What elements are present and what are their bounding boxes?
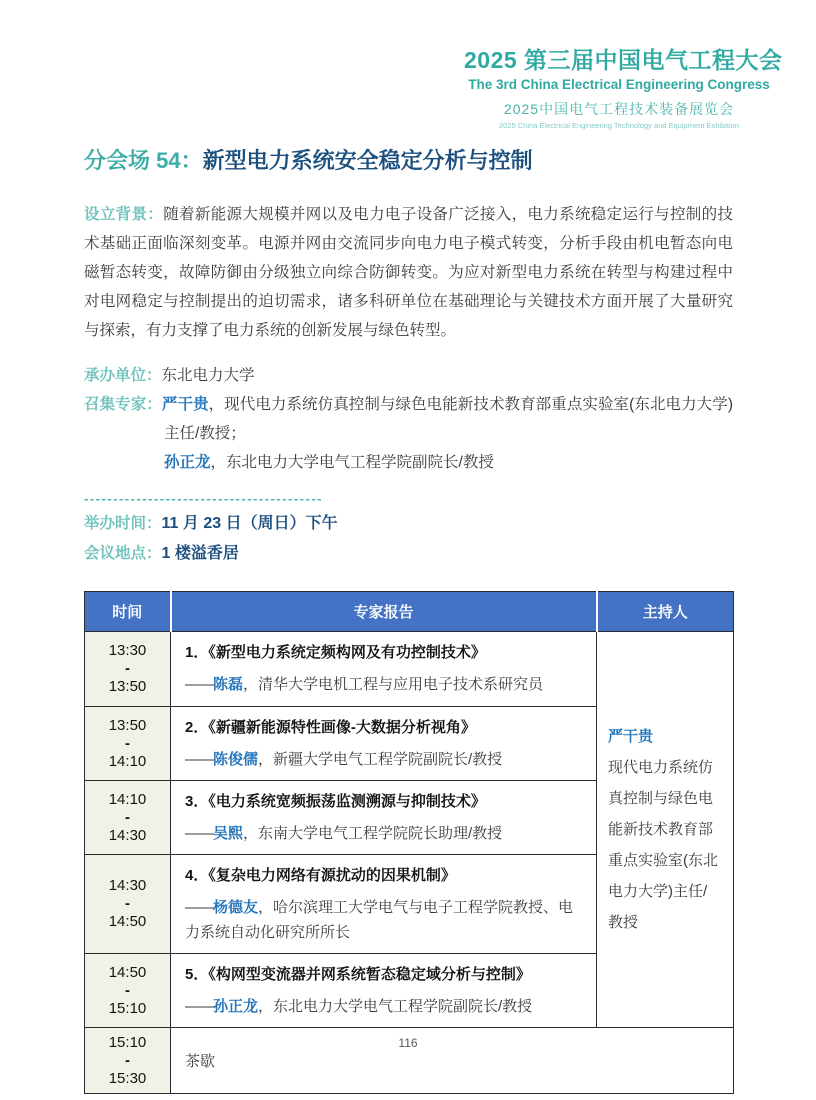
convener-2-name: 孙正龙 (164, 453, 211, 471)
location-label: 会议地点： (84, 544, 162, 562)
speaker-affiliation: ，东南大学电气工程学院院长助理/教授 (243, 824, 503, 842)
report-title: 3．《电力系统宽频振荡监测溯源与抑制技术》 (185, 792, 486, 810)
location-value: 1 楼溢香居 (161, 544, 239, 562)
time-cell: 14:10 - 14:30 (85, 780, 171, 854)
report-cell (171, 953, 597, 1027)
table-header-row (85, 591, 734, 631)
speaker-name: 陈磊 (213, 676, 244, 693)
time-cell: 14:50 - 15:10 (85, 953, 171, 1027)
speaker-name: 陈俊儒 (213, 750, 259, 768)
page-title (84, 146, 733, 176)
col-header-time: 时间 (85, 591, 171, 631)
tea-break-cell: 茶歇 (171, 1027, 734, 1093)
col-header-host: 主持人 (597, 591, 734, 631)
background-text: 随着新能源大规模并网以及电力电子设备广泛接入，电力系统稳定运行与控制的技术基础正面临深刻变革。电源并网由交流同步向电力电子模式转变，分析手段由机电暂态向电磁暂态转变，故障防御由分级独立向综合防御转变。为应对新型电力系统在转型与构建过程中对电网稳定与控制提出的迫切需求，诸多科研单位在基础理论与关键技术方面开展了大量研究与探索，有力支撑了电力系统的创新发展与绿色转型。 (84, 206, 733, 339)
report-speaker-line: ——陈磊，清华大学电机工程与应用电子技术系研究员 (185, 676, 544, 693)
speaker-affiliation: ，新疆大学电气工程学院副院长/教授 (258, 750, 503, 768)
table-row (85, 631, 734, 706)
report-speaker-line: ——杨德友，哈尔滨理工大学电气与电子工程学院教授、电力系统自动化研究所所长 (185, 898, 574, 941)
convener-2-desc: ，东北电力大学电气工程学院副院长/教授 (210, 453, 494, 471)
speaker-name: 吴熙 (213, 824, 244, 842)
report-speaker-line: ——陈俊儒，新疆大学电气工程学院副院长/教授 (185, 750, 503, 768)
report-cell (171, 706, 597, 780)
main-content (84, 146, 733, 1094)
time-cell: 13:30 - 13:50 (85, 631, 171, 706)
congress-logo (464, 42, 783, 130)
report-cell (171, 631, 597, 706)
location-line (84, 539, 733, 569)
session-number: 分会场 54： (84, 148, 203, 173)
page-number: 116 (398, 1036, 418, 1050)
background-paragraph (84, 200, 733, 345)
time-cell: 13:50 - 14:10 (85, 706, 171, 780)
speaker-affiliation: ，哈尔滨理工大学电气与电子工程学院教授、电力系统自动化研究所所长 (185, 898, 574, 941)
conveners-label: 召集专家： (84, 395, 162, 413)
report-speaker-line: ——吴熙，东南大学电气工程学院院长助理/教授 (185, 824, 503, 842)
report-cell (171, 780, 597, 854)
speaker-affiliation: ，清华大学电机工程与应用电子技术系研究员 (243, 676, 544, 693)
logo-subtitle-cn: 2025中国电气工程技术装备展览会 (503, 101, 735, 117)
report-title: 4．《复杂电力网络有源扰动的因果机制》 (185, 866, 456, 884)
report-speaker-line: ——孙正龙，东北电力大学电气工程学院副院长/教授 (185, 997, 533, 1015)
col-header-report: 专家报告 (171, 591, 597, 631)
speaker-name: 杨德友 (213, 898, 259, 916)
time-value: 11 月 23 日（周日）下午 (161, 514, 338, 532)
logo-title-cn: 2025 第三届中国电气工程大会 (464, 47, 783, 73)
time-label: 举办时间： (84, 514, 162, 532)
dashed-divider: ----------------------------------------- (84, 490, 323, 506)
time-line (84, 509, 733, 539)
time-cell: 14:30 - 14:50 (85, 854, 171, 953)
conveners-block (84, 390, 733, 477)
speaker-affiliation: ，东北电力大学电气工程学院副院长/教授 (258, 997, 533, 1015)
report-title: 5．《构网型变流器并网系统暂态稳定域分析与控制》 (185, 965, 531, 983)
convener-1-name: 严干贵 (161, 395, 209, 413)
report-title: 1．《新型电力系统定频构网及有功控制技术》 (185, 644, 486, 661)
report-title: 2．《新疆新能源特性画像-大数据分析视角》 (185, 718, 476, 736)
convener-1-desc: ，现代电力系统仿真控制与绿色电能新技术教育部重点实验室(东北电力大学)主任/教授； (164, 395, 733, 442)
host-name: 严干贵 (608, 727, 654, 745)
report-cell (171, 854, 597, 953)
session-title: 新型电力系统安全稳定分析与控制 (202, 148, 533, 173)
host-description: 现代电力系统仿真控制与绿色电能新技术教育部重点实验室(东北电力大学)主任/教授 (608, 758, 718, 931)
time-cell: 15:10 - 15:30 (85, 1027, 171, 1093)
background-label: 设立背景： (84, 206, 164, 223)
speaker-name: 孙正龙 (213, 997, 259, 1015)
organizer-label: 承办单位： (84, 366, 162, 384)
schedule-table (84, 591, 734, 1094)
logo-title-en: The 3rd China Electrical Engineering Congress (468, 77, 770, 92)
organizer-text: 东北电力大学 (161, 366, 255, 384)
organizer-line (84, 361, 733, 390)
host-cell (597, 631, 734, 1027)
logo-subtitle-en: 2025 China Electrical Engineering Technology and Equipment Exhibition (498, 121, 740, 130)
